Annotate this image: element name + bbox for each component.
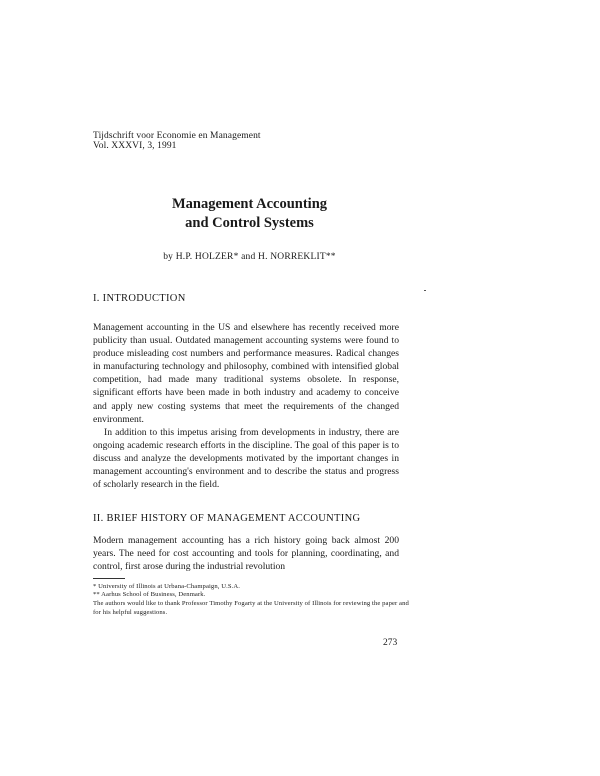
section-heading-history: II. BRIEF HISTORY OF MANAGEMENT ACCOUNTING xyxy=(93,513,361,524)
paper-title xyxy=(93,195,406,233)
journal-volume: Vol. XXXVI, 3, 1991 xyxy=(93,141,177,151)
footnote-rule xyxy=(93,578,125,579)
paragraph-intro-1: Management accounting in the US and elsewhere has recently received more publicity than usual. Outdated management accounting systems were found to produce misleading cost numbers and performance measures. Radical changes in manufacturing technology and philosophy, combined with intensified global competition, had made many traditional systems obsolete. In response, significant efforts have been made in both industry and academy to conceive and apply new costing systems that meet the requirements of the changed environment. xyxy=(93,322,399,425)
journal-reference xyxy=(93,131,261,151)
footnote-acknowledgement: The authors would like to thank Professor Timothy Fogarty at the University of Illinois for reviewing the paper and for his helpful suggestions. xyxy=(93,600,409,616)
margin-mark xyxy=(424,290,426,291)
authors-line: by H.P. HOLZER* and H. NORREKLIT** xyxy=(163,252,336,262)
footnote-1: * University of Illinois at Urbana-Champaign, U.S.A. xyxy=(93,583,240,590)
page-number: 273 xyxy=(383,638,398,648)
journal-name: Tijdschrift voor Economie en Management xyxy=(93,131,261,141)
footnote-2: ** Aarhus School of Business, Denmark. xyxy=(93,591,206,598)
paragraph-intro-2: In addition to this impetus arising from developments in industry, there are ongoing academic research efforts in the discipline. The goal of this paper is to discuss and analyze the developments motivated by the important changes in management accounting's environment and to describe the status and progress of scholarly research in the field. xyxy=(93,427,399,491)
section-heading-introduction: I. INTRODUCTION xyxy=(93,293,186,304)
title-line-1: Management Accounting xyxy=(171,196,328,212)
paragraph-history-1: Modern management accounting has a rich history going back almost 200 years. The need for cost accounting and tools for planning, coordinating, and control, first arose during the industrial revolution xyxy=(93,535,399,573)
title-line-2: and Control Systems xyxy=(185,215,314,231)
